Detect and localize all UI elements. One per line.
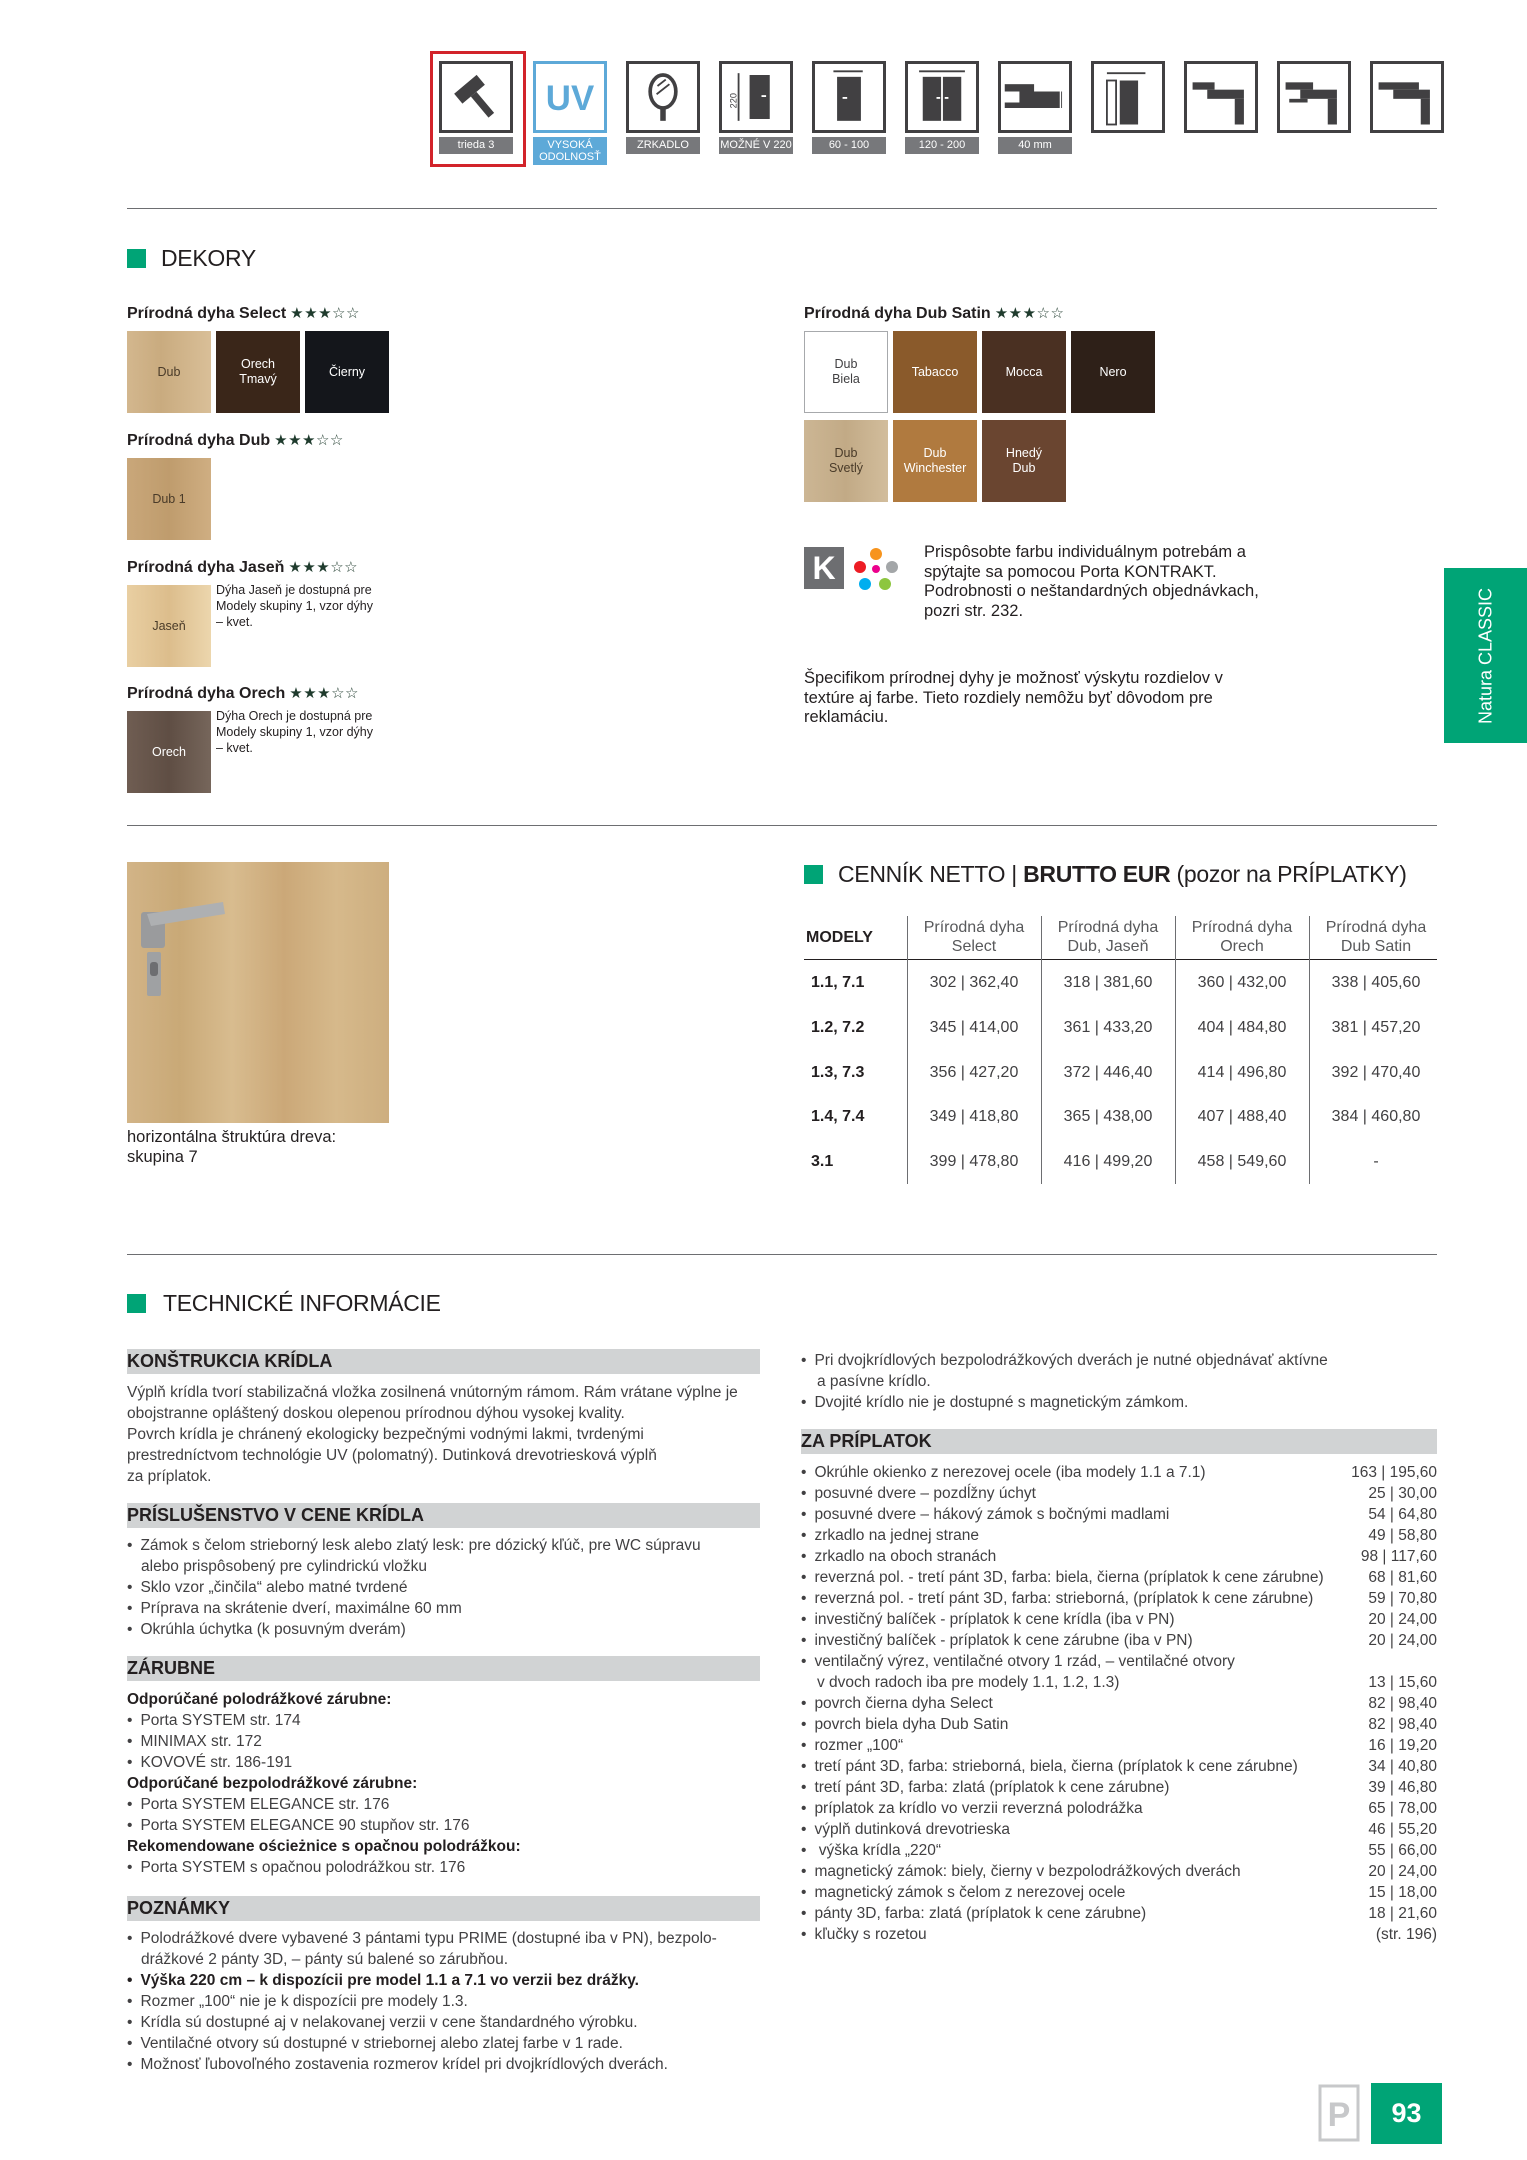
surcharge-row <box>801 1714 1437 1735</box>
surcharge-value: 13 | 15,60 <box>1368 1674 1437 1691</box>
price-cell: 416 | 499,20 <box>1063 1153 1153 1170</box>
text-line: alebo prispôsobený pre cylindrickú vložku <box>141 1558 428 1575</box>
surcharge-value: 25 | 30,00 <box>1368 1485 1437 1502</box>
price-cell: 372 | 446,40 <box>1063 1064 1153 1081</box>
model-cell: 1.3, 7.3 <box>811 1064 865 1081</box>
surcharge-row <box>801 1924 1437 1945</box>
bullet-line: • Príprava na skrátenie dverí, maximálne 60 mm <box>127 1598 462 1619</box>
photo-caption: horizontálna štruktúra dreva: skupina 7 <box>127 1128 337 1166</box>
bullet-line: • Krídla sú dostupné aj v nelakovanej verzii v cene štandardného výrobku. <box>127 2012 638 2033</box>
swatch-cierny[interactable]: Čierny <box>305 331 389 413</box>
surcharge-row <box>801 1819 1437 1840</box>
surcharge-row <box>801 1651 1437 1672</box>
surcharge-label: • ventilačný výrez, ventilačné otvory 1 rzád, – ventilačné otvory <box>801 1653 1235 1670</box>
surcharge-label: • povrch biela dyha Dub Satin <box>801 1716 1008 1733</box>
surcharge-label: • zrkadlo na jednej strane <box>801 1527 979 1544</box>
bullet-line: • Porta SYSTEM ELEGANCE str. 176 <box>127 1794 389 1815</box>
price-cell: 404 | 484,80 <box>1197 1019 1287 1036</box>
col-header-dub-satin: Prírodná dyha Dub Satin <box>1325 919 1427 955</box>
icon-label-single-width: 60 - 100 <box>812 137 886 154</box>
surcharge-value: 15 | 18,00 <box>1368 1884 1437 1901</box>
bullet-line: • Výška 220 cm – k dispozícii pre model 1.1 a 7.1 vo verzii bez drážky. <box>127 1970 639 1991</box>
handle-photo <box>127 862 389 1123</box>
bullet-line: • Pri dvojkrídlových bezpolodrážkových dverách je nutné objednávať aktívne <box>801 1350 1328 1371</box>
surcharge-row <box>801 1882 1437 1903</box>
table-divider <box>1309 916 1310 1184</box>
frame-profile-c-icon <box>1370 61 1444 133</box>
bar-poznamky: POZNÁMKY <box>127 1896 760 1921</box>
double-door-icon <box>905 61 979 133</box>
bar-prislusenstvo: PRÍSLUŠENSTVO V CENE KRÍDLA <box>127 1503 760 1528</box>
table-divider <box>1041 916 1042 1184</box>
price-cell: 458 | 549,60 <box>1197 1153 1287 1170</box>
bar-priplatok: ZA PRÍPLATOK <box>801 1429 1437 1454</box>
subheading: Rekomendowane ościeżnice s opačnou polodrážkou: <box>127 1838 521 1855</box>
icon-label-uv: VYSOKÁ ODOLNOSŤ <box>533 137 607 165</box>
surcharge-label: • reverzná pol. - tretí pánt 3D, farba: biela, čierna (príplatok k cene zárubne) <box>801 1569 1324 1586</box>
swatch-orech-tmavy[interactable]: Orech Tmavý <box>216 331 300 413</box>
swatch-orech[interactable]: Orech <box>127 711 211 793</box>
bullet-line: • Ventilačné otvory sú dostupné v striebornej alebo zlatej farbe v 1 rade. <box>127 2033 623 2054</box>
icon-label-class: trieda 3 <box>439 137 513 154</box>
section-marker <box>127 1294 146 1313</box>
surcharge-label: • reverzná pol. - tretí pánt 3D, farba: strieborná, (príplatok k cene zárubne) <box>801 1590 1313 1607</box>
svg-text:P: P <box>1327 2096 1351 2134</box>
surcharge-row <box>801 1735 1437 1756</box>
uv-icon <box>533 61 607 133</box>
bullet-line: • Porta SYSTEM s opačnou polodrážkou str. 176 <box>127 1857 465 1878</box>
svg-text:220: 220 <box>728 93 739 109</box>
icon-label-double-width: 120 - 200 <box>905 137 979 154</box>
swatch-dub-svetly[interactable]: Dub Svetlý <box>804 420 888 502</box>
swatch-dub-winchester[interactable]: Dub Winchester <box>893 420 977 502</box>
surcharge-value: 54 | 64,80 <box>1368 1506 1437 1523</box>
surcharge-value: 18 | 21,60 <box>1368 1905 1437 1922</box>
price-cell: 338 | 405,60 <box>1331 974 1421 991</box>
surcharge-row <box>801 1546 1437 1567</box>
section-marker <box>804 865 823 884</box>
surcharge-label: • povrch čierna dyha Select <box>801 1695 993 1712</box>
surcharge-label: • kľučky s rozetou <box>801 1926 927 1943</box>
icon-label-height: MOŽNÉ V 220 <box>719 137 793 154</box>
swatch-tabacco[interactable]: Tabacco <box>893 331 977 413</box>
bullet-line: • Rozmer „100“ nie je k dispozícii pre modely 1.3. <box>127 1991 468 2012</box>
price-cell: 392 | 470,40 <box>1331 1064 1421 1081</box>
decor-group-title: Prírodná dyha Jaseň ★★★☆☆ <box>127 559 359 576</box>
swatch-dub-biela[interactable]: Dub Biela <box>804 331 888 413</box>
surcharge-label: • tretí pánt 3D, farba: zlatá (príplatok k cene zárubne) <box>801 1779 1169 1796</box>
bar-konstrukcia: KONŠTRUKCIA KRÍDLA <box>127 1349 760 1374</box>
surcharge-row <box>801 1777 1437 1798</box>
separator-bottom <box>127 1254 1437 1255</box>
page-number: 93 <box>1371 2083 1442 2144</box>
surcharge-value: 65 | 78,00 <box>1368 1800 1437 1817</box>
surcharge-value: 68 | 81,60 <box>1368 1569 1437 1586</box>
disclaimer-text: Špecifikom prírodnej dyhy je možnosť výskytu rozdielov v textúre aj farbe. Tieto rozdiely nemôžu byť dôvodom pre reklamáciu. <box>804 669 1223 726</box>
surcharge-row <box>801 1588 1437 1609</box>
price-cell: 318 | 381,60 <box>1063 974 1153 991</box>
note-orech: Dýha Orech je dostupná pre Modely skupiny 1, vzor dýhy – kvet. <box>216 709 374 755</box>
surcharge-row <box>801 1609 1437 1630</box>
model-cell: 1.4, 7.4 <box>811 1108 865 1125</box>
surcharge-row <box>801 1756 1437 1777</box>
col-header-orech: Prírodná dyha Orech <box>1191 919 1293 955</box>
frame-profile-a-icon <box>1184 61 1258 133</box>
surcharge-value: 82 | 98,40 <box>1368 1695 1437 1712</box>
decor-group-title: Prírodná dyha Dub Satin ★★★☆☆ <box>804 305 1065 322</box>
price-cell: 384 | 460,80 <box>1331 1108 1421 1125</box>
decor-group-title: Prírodná dyha Select ★★★☆☆ <box>127 305 360 322</box>
text-line: Povrch krídla je chránený ekologicky bezpečnými vodnými lakmi, tvrdenými <box>127 1426 644 1443</box>
porta-logo-icon <box>1318 2084 1360 2142</box>
frame-profile-b-icon <box>1277 61 1351 133</box>
model-cell: 3.1 <box>811 1153 834 1170</box>
text-line: a pasívne krídlo. <box>817 1373 931 1390</box>
swatch-jasen[interactable]: Jaseň <box>127 585 211 667</box>
surcharge-label: • investičný balíček - príplatok k cene krídla (iba v PN) <box>801 1611 1175 1628</box>
surcharge-row <box>801 1483 1437 1504</box>
bullet-line: • Zámok s čelom strieborný lesk alebo zlatý lesk: pre dózický kľúč, pre WC súpravu <box>127 1535 701 1556</box>
surcharge-label: • magnetický zámok: biely, čierny v bezpolodrážkových dverách <box>801 1863 1241 1880</box>
kontrakt-logo: K <box>804 547 844 589</box>
table-divider <box>1175 916 1176 1184</box>
surcharge-label: v dvoch radoch iba pre modely 1.1, 1.2, 1.3) <box>817 1674 1120 1691</box>
model-cell: 1.2, 7.2 <box>811 1019 865 1036</box>
text-line: Výplň krídla tvorí stabilizačná vložka zosilnená vnútorným rámom. Rám vrátane výplne je <box>127 1384 738 1401</box>
surcharge-value: 82 | 98,40 <box>1368 1716 1437 1733</box>
bullet-line: • Sklo vzor „činčila“ alebo matné tvrdené <box>127 1577 408 1598</box>
section-title-tech: TECHNICKÉ INFORMÁCIE <box>163 1290 441 1316</box>
surcharge-row <box>801 1462 1437 1483</box>
surcharge-row <box>801 1672 1437 1693</box>
surcharge-label: • príplatok za krídlo vo verzii reverzná polodrážka <box>801 1800 1143 1817</box>
door-width-icon <box>1091 61 1165 133</box>
price-cell: 356 | 427,20 <box>929 1064 1019 1081</box>
surcharge-row <box>801 1567 1437 1588</box>
surcharge-value: 55 | 66,00 <box>1368 1842 1437 1859</box>
color-dots-icon <box>852 547 900 593</box>
price-cell: 414 | 496,80 <box>1197 1064 1287 1081</box>
price-cell: 407 | 488,40 <box>1197 1108 1287 1125</box>
price-cell: 365 | 438,00 <box>1063 1108 1153 1125</box>
note-jasen: Dýha Jaseň je dostupná pre Modely skupiny 1, vzor dýhy – kvet. <box>216 583 374 629</box>
bullet-line: • MINIMAX str. 172 <box>127 1731 262 1752</box>
separator-top <box>127 208 1437 209</box>
decor-group-title: Prírodná dyha Dub ★★★☆☆ <box>127 432 344 449</box>
door-height-icon <box>719 61 793 133</box>
bullet-line: • Dvojité krídlo nie je dostupné s magnetickým zámkom. <box>801 1392 1188 1413</box>
surcharge-label: • výška krídla „220“ <box>801 1842 941 1859</box>
surcharge-value: 46 | 55,20 <box>1368 1821 1437 1838</box>
text-line: drážkové 2 pánty 3D, – pánty sú balené so zárubňou. <box>141 1951 509 1968</box>
surcharge-row <box>801 1504 1437 1525</box>
section-title-dekory: DEKORY <box>161 245 256 271</box>
mirror-icon <box>626 61 700 133</box>
frame-thickness-icon <box>998 61 1072 133</box>
decor-group-title: Prírodná dyha Orech ★★★☆☆ <box>127 685 360 702</box>
surcharge-value: 20 | 24,00 <box>1368 1863 1437 1880</box>
surcharge-label: • magnetický zámok s čelom z nerezovej ocele <box>801 1884 1125 1901</box>
col-header-select: Prírodná dyha Select <box>923 919 1025 955</box>
surcharge-label: • rozmer „100“ <box>801 1737 903 1754</box>
single-door-icon <box>812 61 886 133</box>
subheading: Odporúčané bezpolodrážkové zárubne: <box>127 1775 418 1792</box>
surcharge-value: 20 | 24,00 <box>1368 1632 1437 1649</box>
icon-label-mirror: ZRKADLO <box>626 137 700 154</box>
bullet-line: • Porta SYSTEM str. 174 <box>127 1710 301 1731</box>
model-cell: 1.1, 7.1 <box>811 974 865 991</box>
price-cell: 361 | 433,20 <box>1063 1019 1153 1036</box>
kontrakt-text: Prispôsobte farbu individuálnym potrebám a spýtajte sa pomocou Porta KONTRAKT. Podrobnosti o neštandardných objednávkach, pozri str. 232. <box>924 543 1259 620</box>
swatch-nero[interactable]: Nero <box>1071 331 1155 413</box>
bullet-line: • Okrúhla úchytka (k posuvným dverám) <box>127 1619 406 1640</box>
surcharge-label: • pánty 3D, farba: zlatá (príplatok k cene zárubne) <box>801 1905 1146 1922</box>
swatch-hnedy-dub[interactable]: Hnedý Dub <box>982 420 1066 502</box>
surcharge-value: 59 | 70,80 <box>1368 1590 1437 1607</box>
text-line: prestredníctvom technológie UV (polomatný). Dutinková drevotriesková výplň <box>127 1447 657 1464</box>
surcharge-label: • investičný balíček - príplatok k cene zárubne (iba v PN) <box>801 1632 1193 1649</box>
table-divider <box>907 916 908 1184</box>
bullet-line: • Polodrážkové dvere vybavené 3 pántami typu PRIME (dostupné iba v PN), bezpolo- <box>127 1928 717 1949</box>
price-cell: 381 | 457,20 <box>1331 1019 1421 1036</box>
separator-middle <box>127 825 1437 826</box>
price-cell: 399 | 478,80 <box>929 1153 1019 1170</box>
surcharge-value: 163 | 195,60 <box>1351 1464 1437 1481</box>
bar-zarubne: ZÁRUBNE <box>127 1656 760 1681</box>
surcharge-value: 98 | 117,60 <box>1360 1548 1437 1565</box>
col-header-dub-jasen: Prírodná dyha Dub, Jaseň <box>1057 919 1159 955</box>
surcharge-row <box>801 1525 1437 1546</box>
models-header: MODELY <box>806 929 873 946</box>
surcharge-label: • Okrúhle okienko z nerezovej ocele (iba modely 1.1 a 7.1) <box>801 1464 1206 1481</box>
price-cell: 302 | 362,40 <box>929 974 1019 991</box>
table-header-rule <box>804 959 1437 960</box>
swatch-dub[interactable]: Dub <box>127 331 211 413</box>
price-cell: - <box>1373 1153 1379 1170</box>
surcharge-value: 20 | 24,00 <box>1368 1611 1437 1628</box>
swatch-dub-1[interactable]: Dub 1 <box>127 458 211 540</box>
door-handle-icon <box>127 862 389 1123</box>
bullet-line: • Možnosť ľubovoľného zostavenia rozmerov krídel pri dvojkrídlových dverách. <box>127 2054 668 2075</box>
price-cell: 349 | 418,80 <box>929 1108 1019 1125</box>
surcharge-value: 49 | 58,80 <box>1368 1527 1437 1544</box>
surcharge-row <box>801 1861 1437 1882</box>
price-cell: 345 | 414,00 <box>929 1019 1019 1036</box>
surcharge-value: 34 | 40,80 <box>1368 1758 1437 1775</box>
section-marker <box>127 249 146 268</box>
surcharge-label: • posuvné dvere – pozdĺžny úchyt <box>801 1485 1036 1502</box>
side-tab: Natura CLASSIC <box>1444 568 1527 743</box>
surcharge-row <box>801 1630 1437 1651</box>
surcharge-label: • posuvné dvere – hákový zámok s bočnými madlami <box>801 1506 1169 1523</box>
surcharge-row <box>801 1798 1437 1819</box>
surcharge-row <box>801 1840 1437 1861</box>
bullet-line: • KOVOVÉ str. 186-191 <box>127 1752 292 1773</box>
price-cell: 360 | 432,00 <box>1197 974 1287 991</box>
surcharge-label: • výplň dutinková drevotrieska <box>801 1821 1010 1838</box>
surcharge-value: (str. 196) <box>1375 1926 1437 1943</box>
section-title-cennik: CENNÍK NETTO | BRUTTO EUR (pozor na PRÍPLATKY) <box>838 861 1407 887</box>
icon-label-thickness: 40 mm <box>998 137 1072 154</box>
surcharge-row <box>801 1903 1437 1924</box>
surcharge-label: • zrkadlo na oboch stranách <box>801 1548 996 1565</box>
text-line: obojstranne opláštený doskou olepenou prírodnou dýhou vysokej kvality. <box>127 1405 625 1422</box>
surcharge-value: 16 | 19,20 <box>1368 1737 1437 1754</box>
text-line: za príplatok. <box>127 1468 212 1485</box>
bullet-line: • Porta SYSTEM ELEGANCE 90 stupňov str. 176 <box>127 1815 470 1836</box>
surcharge-value: 39 | 46,80 <box>1368 1779 1437 1796</box>
swatch-mocca[interactable]: Mocca <box>982 331 1066 413</box>
subheading: Odporúčané polodrážkové zárubne: <box>127 1691 392 1708</box>
surcharge-label: • tretí pánt 3D, farba: strieborná, biela, čierna (príplatok k cene zárubne) <box>801 1758 1298 1775</box>
svg-text:UV: UV <box>545 78 595 118</box>
surcharge-row <box>801 1693 1437 1714</box>
hammer-icon <box>439 61 513 133</box>
